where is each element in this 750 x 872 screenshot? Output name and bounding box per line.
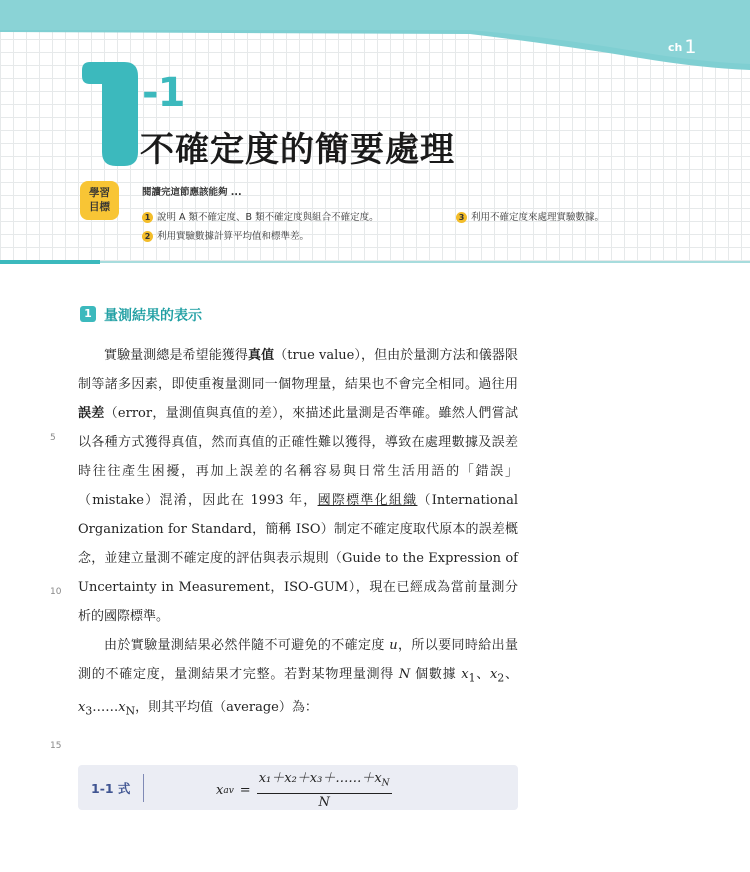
symbol-u: u — [389, 638, 398, 653]
body-text — [78, 341, 518, 725]
header-band — [0, 0, 750, 262]
formula-lhs: x — [216, 783, 224, 799]
chapter-number: 1 — [684, 36, 697, 58]
subsection-number-badge: 1 — [80, 306, 96, 322]
formula-equals: = — [239, 783, 251, 799]
formula-denominator: N — [318, 794, 330, 810]
subscript: N — [125, 704, 136, 718]
numerator-sub: N — [381, 778, 390, 789]
text-run: ，所以要同時給出量測的不確定度，量測結果才完整。若對某物理量測得 — [78, 638, 518, 682]
text-run: （International Organization for Standard，簡稱 ISO）制定不確定度取代原本的誤差概念，並建立量測不確定度的評估與表示規則（Guide to the Expression of Uncertainty in Measurement，ISO-GUM），現在已經成為當前量測分析的國際標準。 — [78, 493, 518, 624]
goal-badge-line1: 學習 — [89, 187, 110, 199]
goal-number: 1 — [142, 212, 153, 223]
goal-number: 2 — [142, 231, 153, 242]
symbol-x: x — [461, 667, 469, 682]
subscript: 2 — [497, 671, 505, 685]
section-number-graphic — [80, 62, 144, 166]
term-true-value: 真值 — [247, 348, 275, 363]
subscript: 1 — [468, 671, 476, 685]
formula-label: 1-1 式 — [91, 781, 131, 796]
ellipsis: …… — [92, 699, 119, 715]
paragraph-1 — [78, 341, 518, 631]
formula-box — [78, 765, 518, 810]
formula-separator — [143, 774, 144, 802]
text-run: 實驗量測總是希望能獲得 — [104, 348, 248, 363]
text-run: 由於實驗量測結果必然伴隨不可避免的不確定度 — [104, 638, 390, 653]
text-run: （true value），但由於量測方法和儀器限制等諸多因素，即使重複量測同一個物理量，結果也不會完全相同。過往用 — [78, 348, 518, 392]
learning-goals-badge — [80, 181, 119, 220]
goal-text: 說明 A 類不確定度、B 類不確定度與組合不確定度。 — [157, 212, 379, 223]
section-subnumber: -1 — [142, 70, 185, 116]
top-wave-decoration — [0, 0, 750, 70]
section-title: 不確定度的簡要處理 — [140, 130, 455, 170]
divider-accent — [0, 260, 100, 264]
goal-number: 3 — [456, 212, 467, 223]
goal-item-3 — [456, 209, 604, 223]
goal-text: 利用實驗數據計算平均值和標準差。 — [157, 231, 310, 242]
chapter-label — [668, 36, 696, 58]
goal-badge-line2: 目標 — [89, 201, 110, 213]
goal-intro: 閱讀完這節應該能夠 ... — [142, 187, 242, 198]
symbol-x: x — [118, 699, 126, 715]
subsection-heading: 量測結果的表示 — [104, 308, 202, 324]
goal-text: 利用不確定度來處理實驗數據。 — [471, 212, 605, 223]
formula-numerator — [257, 771, 392, 794]
goal-item-2 — [142, 228, 309, 242]
symbol-n: N — [398, 667, 411, 682]
chapter-prefix: ch — [668, 41, 683, 54]
symbol-x: x — [78, 699, 86, 715]
text-run: （error，量測值與真值的差），來描述此量測是否準確。雖然人們嘗試以各種方式獲得真值，然而真值的正確性難以獲得，導致在處理數據及誤差時往往產生困擾，再加上誤差的名稱容易與日常生活用語的「錯誤」（mistake）混淆，因此在 1993 年， — [78, 406, 518, 508]
numerator-text: x₁＋x₂＋x₃＋……＋x — [258, 771, 382, 786]
term-error: 誤差 — [78, 406, 105, 421]
divider-line — [100, 261, 750, 263]
subscript: 3 — [85, 704, 93, 718]
line-number: 10 — [50, 587, 62, 597]
line-number: 15 — [50, 741, 62, 751]
line-number: 5 — [50, 433, 56, 443]
separator: 、 — [504, 667, 518, 682]
formula-lhs-sub: av — [223, 785, 234, 796]
formula-fraction — [257, 771, 392, 811]
text-run: ，則其平均值（average）為： — [135, 699, 318, 715]
average-formula — [216, 771, 392, 811]
symbol-x: x — [490, 667, 498, 682]
text-run: 個數據 — [410, 667, 462, 682]
term-iso: 國際標準化組織 — [317, 493, 418, 508]
separator: 、 — [475, 667, 490, 682]
paragraph-2 — [78, 631, 518, 725]
goal-item-1 — [142, 209, 379, 223]
